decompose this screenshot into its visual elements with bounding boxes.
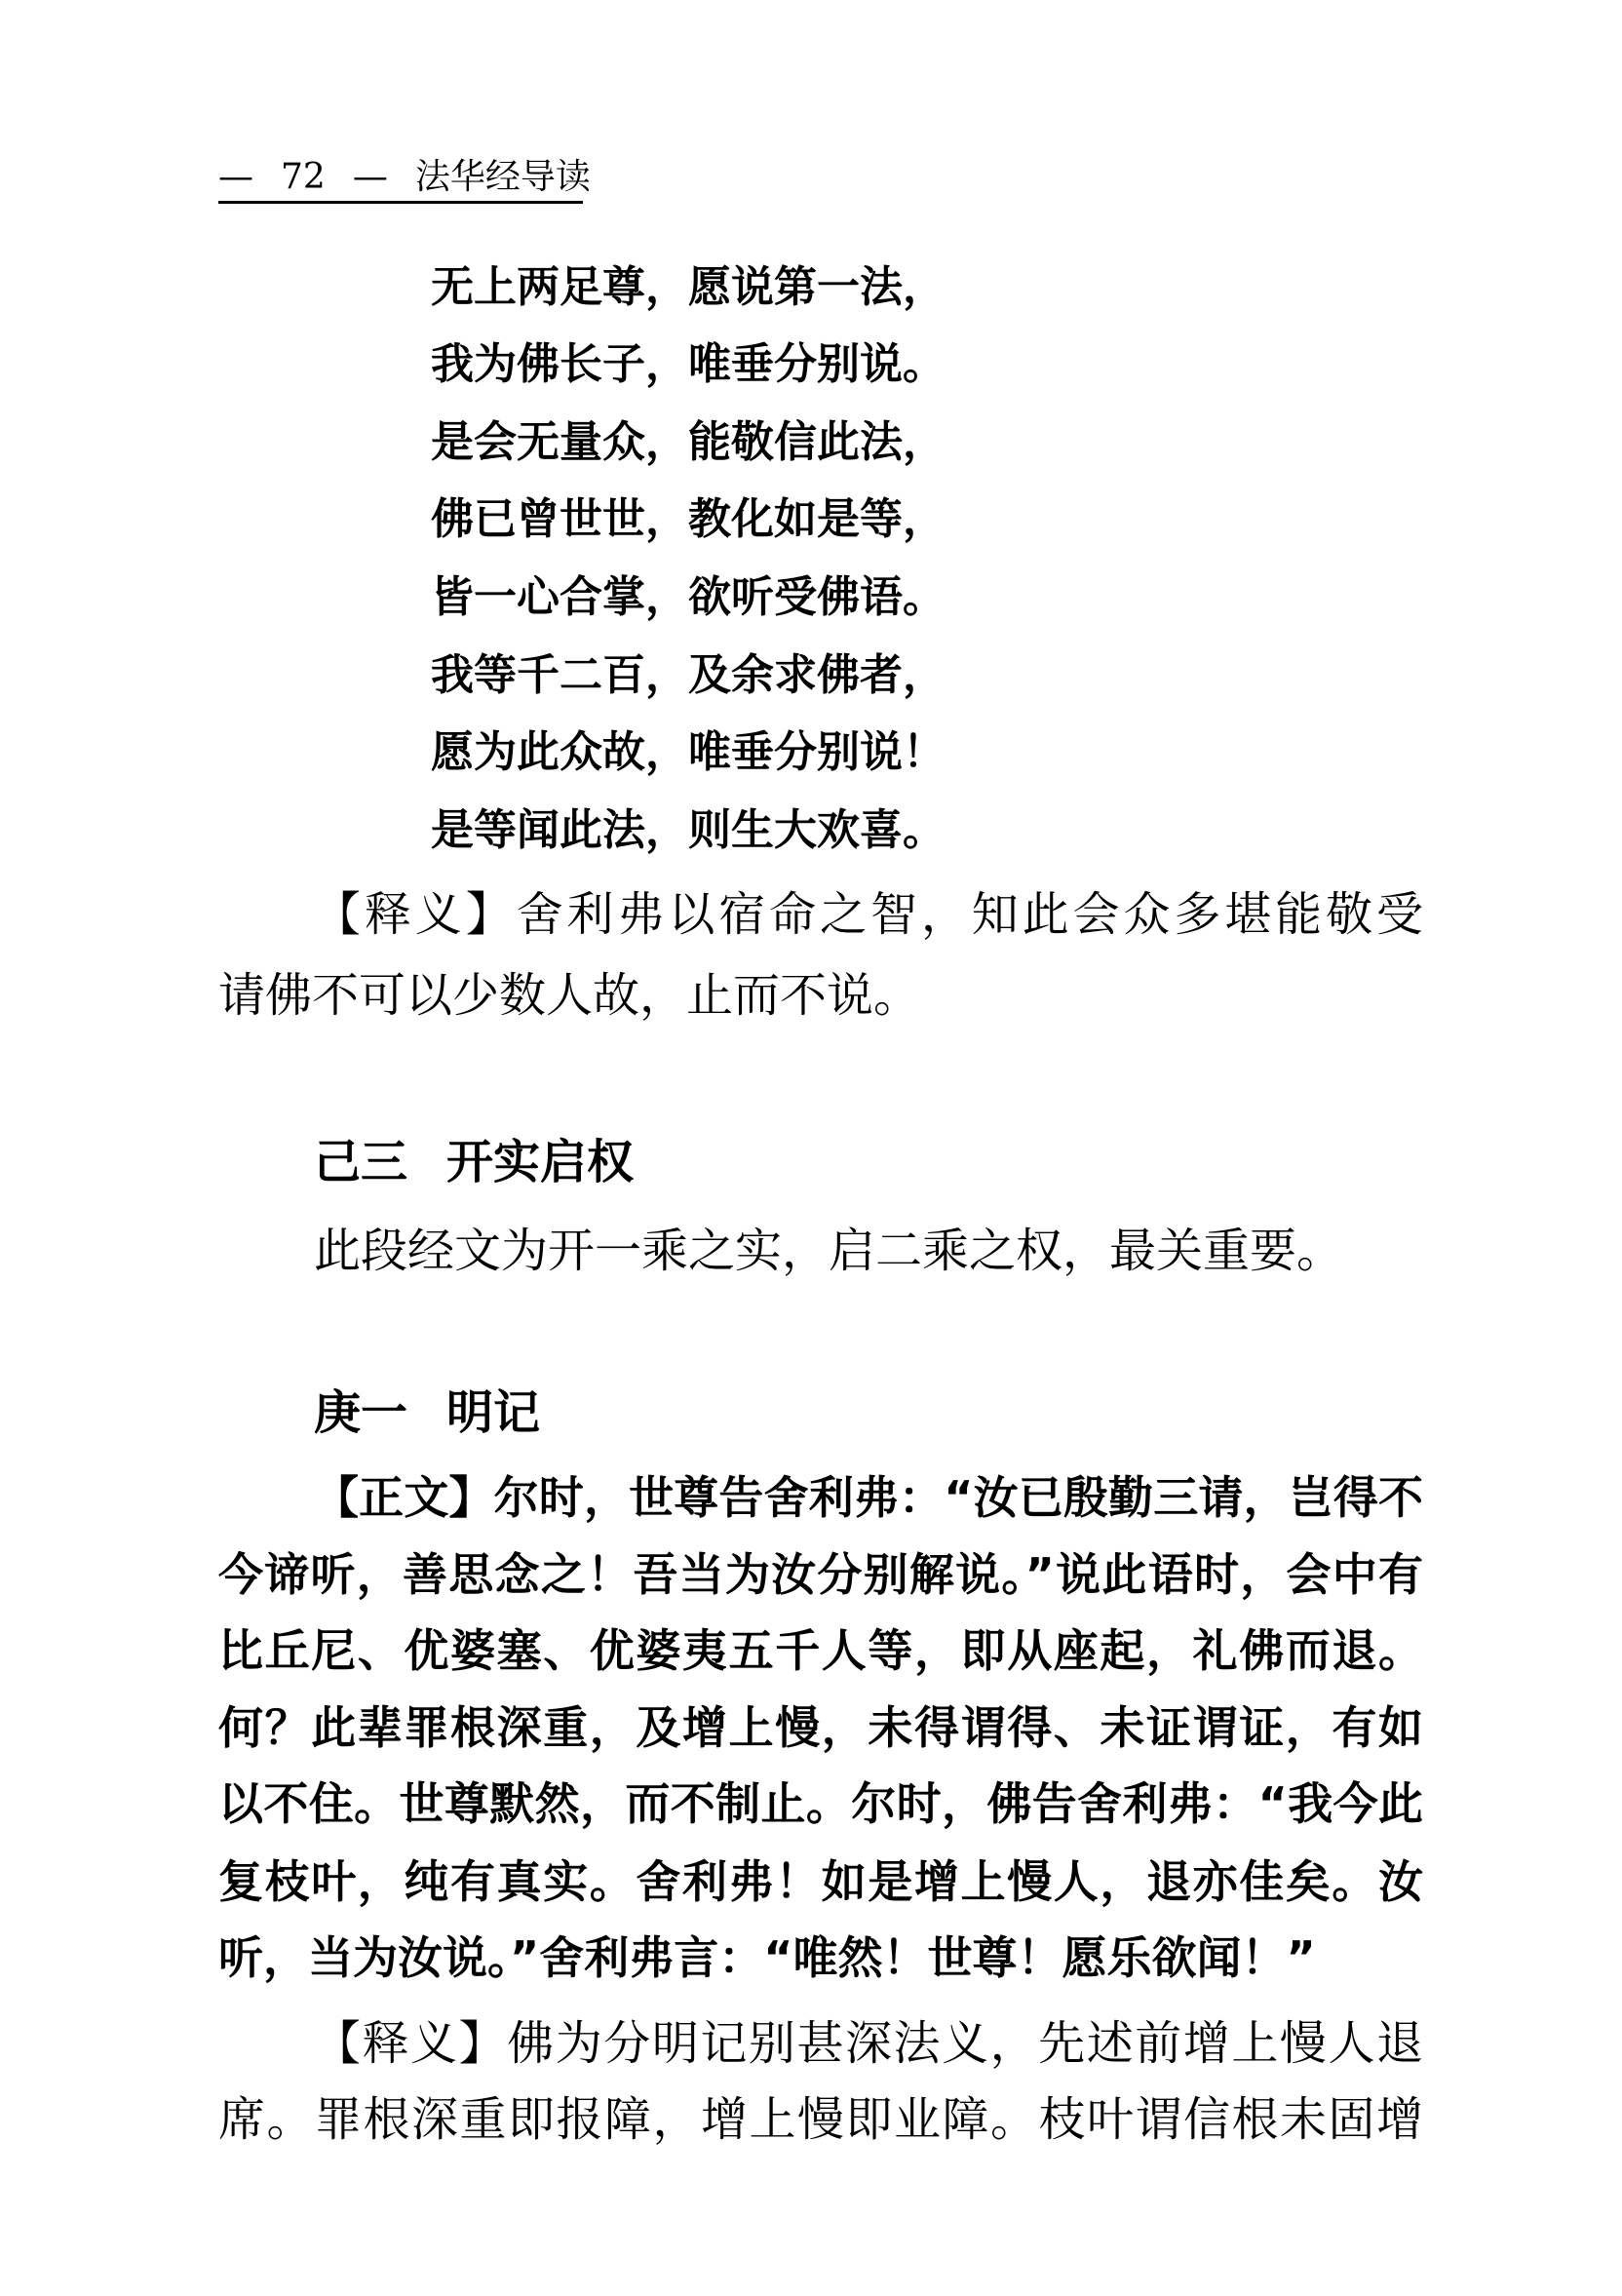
verse-line: 皆一心合掌，欲听受佛语。 xyxy=(431,572,946,622)
explanation-line: 请佛不可以少数人故，止而不说。 xyxy=(218,968,921,1023)
scripture-line: 比丘尼、优婆塞、优婆夷五千人等，即从座起，礼佛而退。 xyxy=(218,1624,1423,1677)
section-title: 明记 xyxy=(446,1385,541,1440)
scripture-line: 【正文】尔时，世尊告舍利弗：“汝已殷勤三请，岂得不 xyxy=(314,1471,1423,1524)
verse-line: 愿为此众故，唯垂分别说！ xyxy=(431,727,946,777)
section-intro: 此段经文为开一乘之实，启二乘之权，最关重要。 xyxy=(314,1224,1344,1278)
section-heading xyxy=(314,1135,673,1189)
section-number: 庚一 xyxy=(314,1385,408,1440)
scripture-line: 何？此辈罪根深重，及增上慢，未得谓得、未证谓证，有如 xyxy=(218,1701,1423,1754)
header-dash: — xyxy=(352,157,388,197)
explanation-line: 席。罪根深重即报障，增上慢即业障。枝叶谓信根未固增 xyxy=(218,2092,1423,2147)
running-header xyxy=(218,156,618,199)
verse-line: 我等千二百，及余求佛者， xyxy=(431,650,946,700)
scripture-line: 今谛听，善思念之！吾当为汝分别解说。”说此语时，会中有 xyxy=(218,1548,1423,1601)
explanation-line: 【释义】佛为分明记别甚深法义，先述前增上慢人退 xyxy=(314,2016,1423,2071)
scripture-line: 以不住。世尊默然，而不制止。尔时，佛告舍利弗：“我今此 xyxy=(218,1777,1423,1830)
verse-line: 是等闻此法，则生大欢喜。 xyxy=(431,805,946,855)
header-dash: — xyxy=(218,157,253,197)
verse-line: 是会无量众，能敬信此法， xyxy=(431,417,946,467)
verse-line: 我为佛长子，唯垂分别说。 xyxy=(431,339,946,389)
verse-line: 佛已曾世世，教化如是等， xyxy=(431,494,946,544)
scripture-line: 复枝叶，纯有真实。舍利弗！如是增上慢人，退亦佳矣。汝 xyxy=(218,1855,1423,1908)
explanation-line: 【释义】舍利弗以宿命之智，知此会众多堪能敬受 xyxy=(314,887,1423,942)
verse-line: 无上两足尊，愿说第一法， xyxy=(431,262,946,312)
section-number: 己三 xyxy=(314,1135,408,1189)
header-rule xyxy=(218,201,583,204)
section-title: 开实启权 xyxy=(446,1135,635,1189)
page-number: 72 xyxy=(281,157,326,197)
scripture-line: 听，当为汝说。”舍利弗言：“唯然！世尊！愿乐欲闻！” xyxy=(218,1931,1316,1984)
subsection-heading xyxy=(314,1385,579,1440)
book-title: 法华经导读 xyxy=(414,157,591,197)
